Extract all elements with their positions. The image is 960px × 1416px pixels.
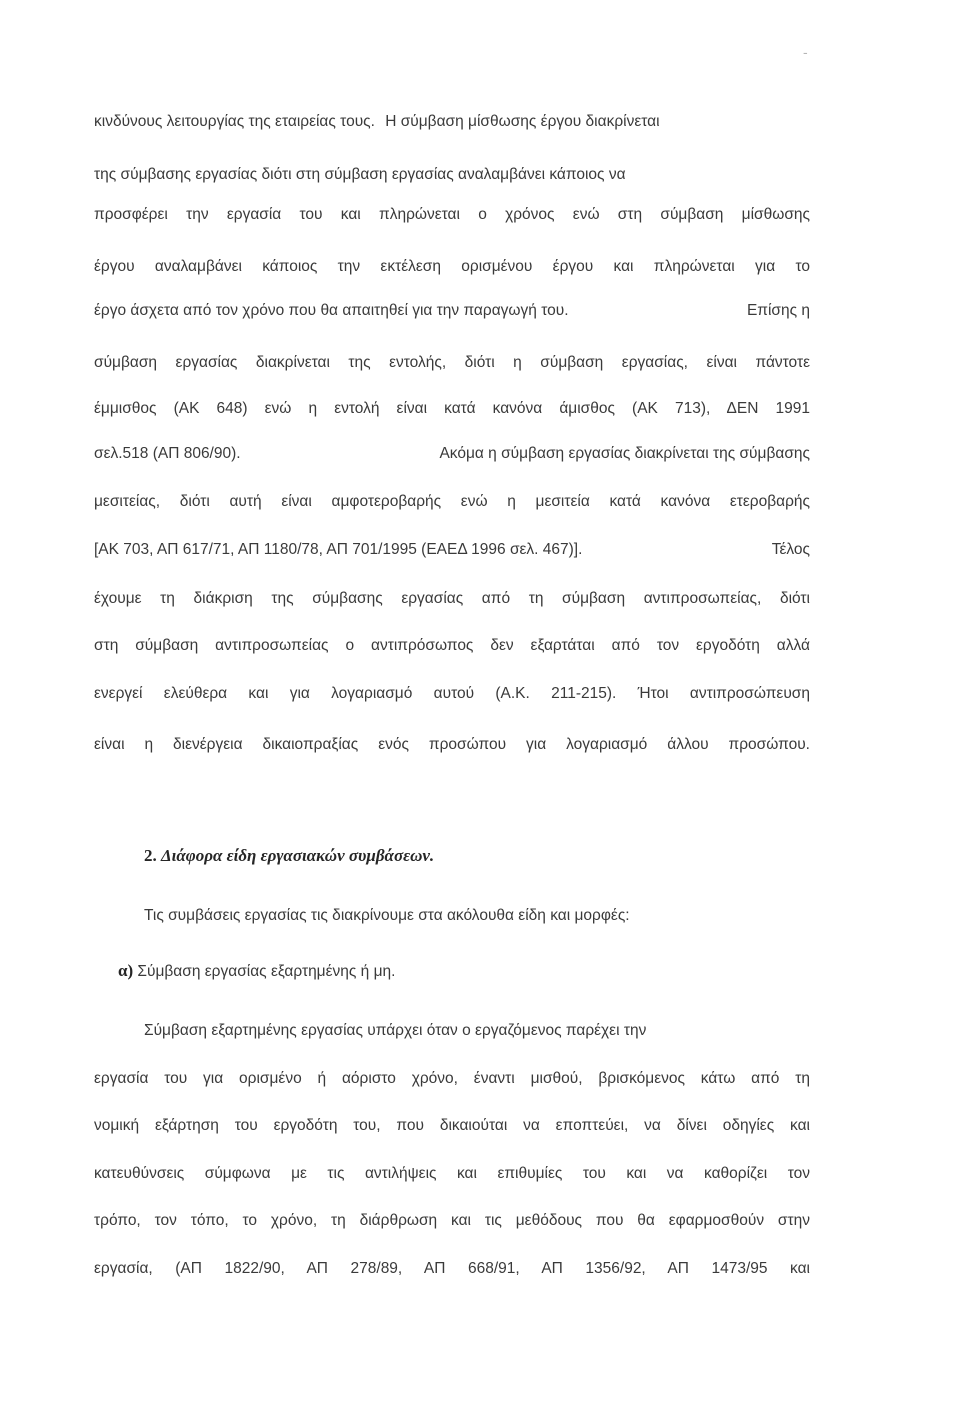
list-item-text: Σύμβαση εργασίας εξαρτημένης ή μη. <box>137 963 396 980</box>
text-line: προσφέρει την εργασία του και πληρώνεται ο χρόνος ενώ στη σύμβαση μίσθωσης <box>94 206 810 223</box>
text-segment: Ακόμα η σύμβαση εργασίας διακρίνεται της σύμβασης <box>439 445 810 462</box>
section-title: Διάφορα είδη εργασιακών συμβάσεων. <box>161 846 435 865</box>
text-line: στη σύμβαση αντιπροσωπείας ο αντιπρόσωπος δεν εξαρτάται από τον εργοδότη αλλά <box>94 637 810 654</box>
text-line: έχουμε τη διάκριση της σύμβασης εργασίας από τη σύμβαση αντιπροσωπείας, διότι <box>94 590 810 607</box>
page-mark: - <box>803 44 808 60</box>
text-line: της σύμβασης εργασίας διότι στη σύμβαση εργασίας αναλαμβάνει κάποιος να <box>94 166 626 183</box>
text-line: μεσιτείας, διότι αυτή είναι αμφοτεροβαρής ενώ η μεσιτεία κατά κανόνα ετεροβαρής <box>94 493 810 510</box>
text-line: νομική εξάρτηση του εργοδότη του, που δικαιούται να εποπτεύει, να δίνει οδηγίες και <box>94 1117 810 1134</box>
text-segment: Η σύμβαση μίσθωσης έργου διακρίνεται <box>385 113 660 130</box>
section-heading <box>144 845 434 867</box>
text-line <box>94 300 810 322</box>
text-line: εργασία, (ΑΠ 1822/90, ΑΠ 278/89, ΑΠ 668/91, ΑΠ 1356/92, ΑΠ 1473/95 και <box>94 1260 810 1277</box>
text-line: σύμβαση εργασίας διακρίνεται της εντολής, διότι η σύμβαση εργασίας, είναι πάντοτε <box>94 354 810 371</box>
text-line: έργου αναλαμβάνει κάποιος την εκτέλεση ορισμένου έργου και πληρώνεται για το <box>94 258 810 275</box>
text-segment: Τέλος <box>771 541 810 558</box>
text-line: ενεργεί ελεύθερα και για λογαριασμό αυτού (Α.Κ. 211-215). Ήτοι αντιπροσώπευση <box>94 685 810 702</box>
text-line: είναι η διενέργεια δικαιοπραξίας ενός προσώπου για λογαριασμό άλλου προσώπου. <box>94 736 810 753</box>
text-line <box>94 539 810 561</box>
text-segment: κινδύνους λειτουργίας της εταιρείας τους. <box>94 113 375 130</box>
text-line: Σύμβαση εξαρτημένης εργασίας υπάρχει όταν ο εργαζόμενος παρέχει την <box>144 1022 647 1039</box>
text-line: κατευθύνσεις σύμφωνα με τις αντιλήψεις και επιθυμίες του και να καθορίζει τον <box>94 1165 810 1182</box>
text-line: εργασία του για ορισμένο ή αόριστο χρόνο, έναντι μισθού, βρισκόμενος κάτω από τη <box>94 1070 810 1087</box>
text-segment: Επίσης η <box>746 302 810 319</box>
text-line: έμμισθος (ΑΚ 648) ενώ η εντολή είναι κατά κανόνα άμισθος (ΑΚ 713), ΔΕΝ 1991 <box>94 400 810 417</box>
text-line <box>94 110 810 133</box>
section-number: 2. <box>144 846 157 865</box>
text-line <box>94 443 810 465</box>
intro-text: Τις συμβάσεις εργασίας τις διακρίνουμε στα ακόλουθα είδη και μορφές: <box>144 907 630 924</box>
list-item <box>118 960 395 983</box>
text-segment: σελ.518 (ΑΠ 806/90). <box>94 445 241 462</box>
text-segment: [ΑΚ 703, ΑΠ 617/71, ΑΠ 1180/78, ΑΠ 701/1995 (ΕΑΕΔ 1996 σελ. 467)]. <box>94 541 583 558</box>
text-line: τρόπο, τον τόπο, το χρόνο, τη διάρθρωση και τις μεθόδους που θα εφαρμοσθούν στην <box>94 1212 810 1229</box>
text-segment: έργο άσχετα από τον χρόνο που θα απαιτηθεί για την παραγωγή του. <box>94 302 569 319</box>
list-item-letter: α) <box>118 961 134 980</box>
